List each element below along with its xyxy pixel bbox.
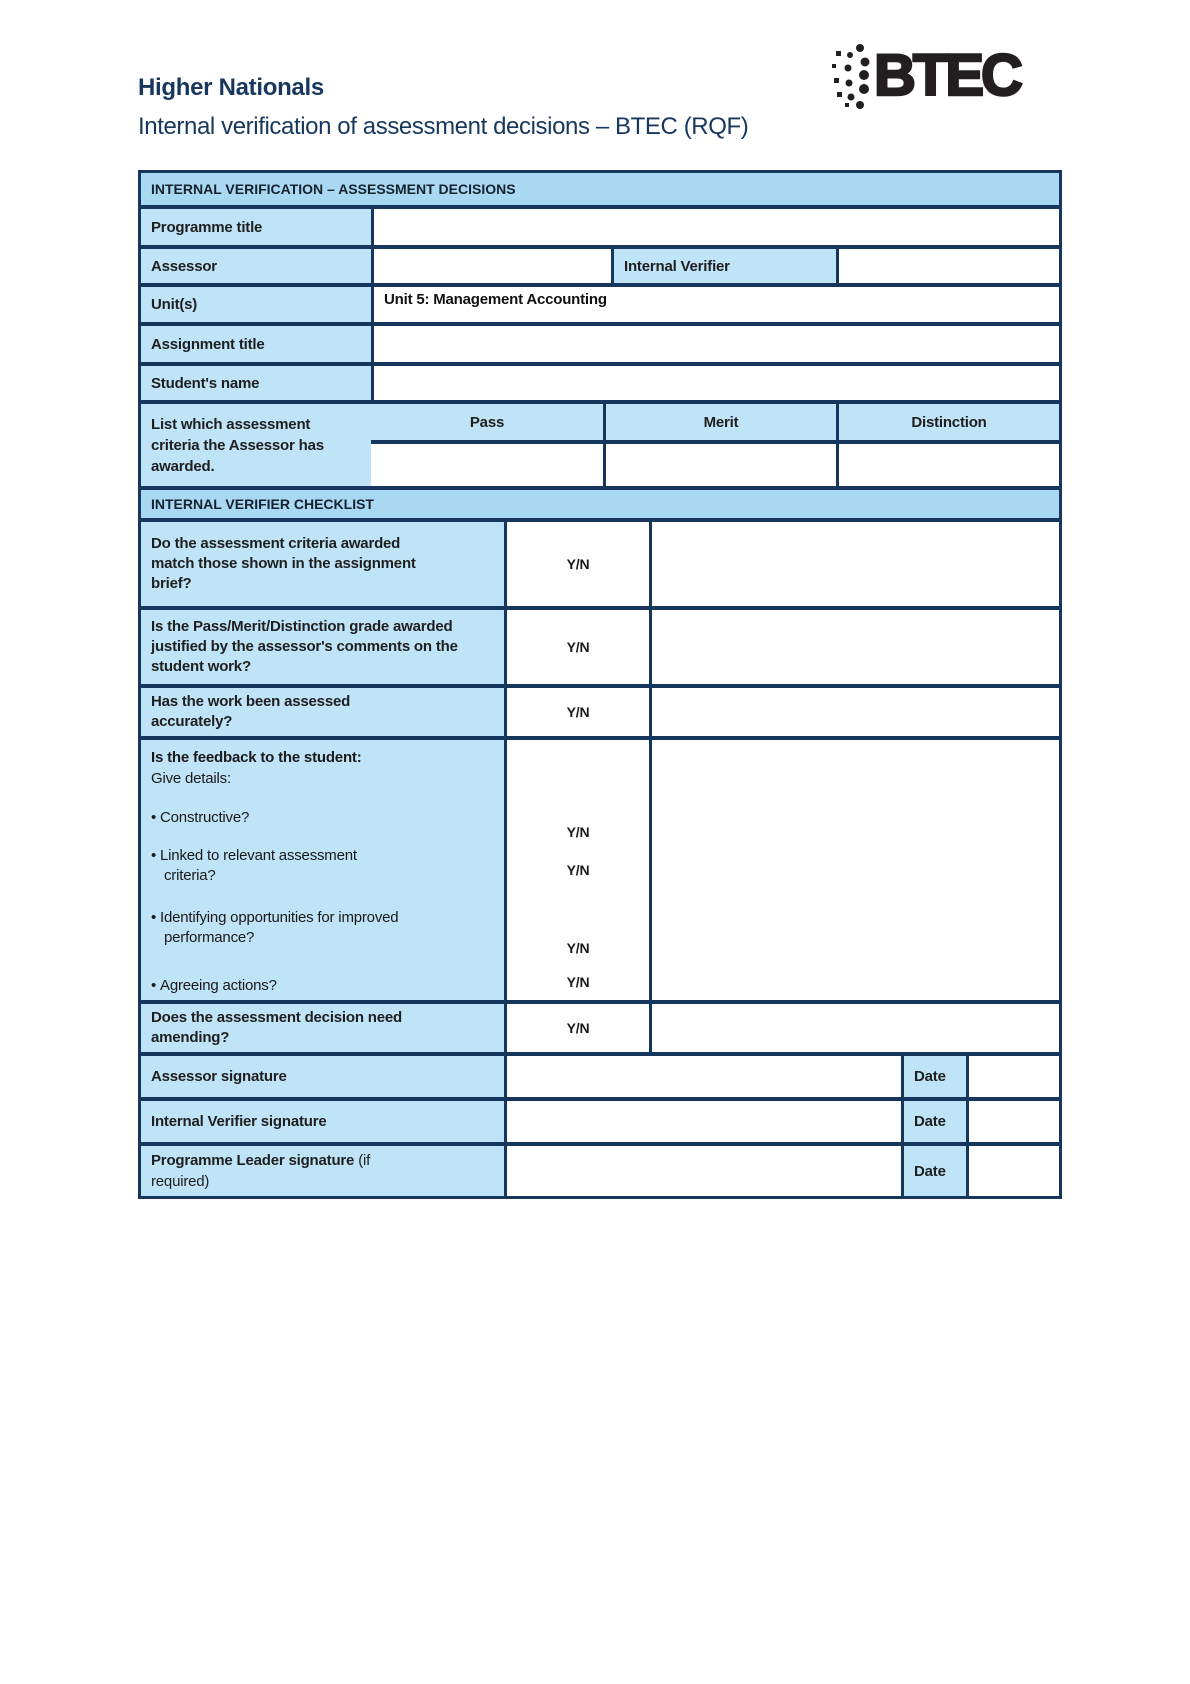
amending-yn-text: Y/N <box>566 1020 590 1036</box>
assessor-signature-row <box>141 1052 1059 1097</box>
iv-signature-label: Internal Verifier signature <box>141 1101 504 1142</box>
checklist-row-assessed-accurately <box>141 684 1059 736</box>
iv-date-field[interactable] <box>966 1101 1059 1142</box>
assessor-signature-field[interactable] <box>504 1056 901 1097</box>
feedback-subheading: Give details: <box>151 770 231 787</box>
q2-label <box>141 610 504 684</box>
grade-input-row <box>371 444 1059 486</box>
feedback-row <box>141 736 1059 1000</box>
programme-title-row <box>141 205 1059 245</box>
assessor-field[interactable] <box>371 249 611 283</box>
internal-verifier-label: Internal Verifier <box>611 249 836 283</box>
distinction-field[interactable] <box>836 444 1059 486</box>
student-name-row <box>141 362 1059 400</box>
merit-column-header: Merit <box>603 404 836 440</box>
checklist-row-grade-justified <box>141 606 1059 684</box>
btec-dots-icon <box>826 40 878 112</box>
programme-leader-signature-field[interactable] <box>504 1146 901 1196</box>
checklist-row-criteria-match <box>141 518 1059 606</box>
programme-leader-date-label: Date <box>901 1146 966 1196</box>
section-verifier-checklist <box>141 486 1059 518</box>
pass-column-header: Pass <box>371 404 603 440</box>
feedback-bullet-agreeing: • Agreeing actions? <box>151 976 277 996</box>
q2-text: Is the Pass/Merit/Distinction grade awarded justified by the assessor's comments on the student work? <box>151 618 458 675</box>
feedback-yn-1: Y/N <box>566 824 590 840</box>
q3-yn-cell[interactable] <box>504 688 649 736</box>
feedback-yn-4: Y/N <box>566 974 590 990</box>
section1-title: INTERNAL VERIFICATION – ASSESSMENT DECISIONS <box>141 173 1059 205</box>
feedback-yn-2: Y/N <box>566 862 590 878</box>
q3-yn-text: Y/N <box>566 704 590 720</box>
student-name-label: Student's name <box>141 366 371 400</box>
feedback-heading: Is the feedback to the student: <box>151 749 362 766</box>
merit-field[interactable] <box>603 444 836 486</box>
assignment-title-field[interactable] <box>371 326 1059 362</box>
btec-logo <box>826 40 1020 112</box>
criteria-awarded-row <box>141 400 1059 486</box>
feedback-yn-3: Y/N <box>566 940 590 956</box>
programme-leader-signature-label <box>141 1146 504 1196</box>
q1-yn-cell[interactable] <box>504 522 649 606</box>
programme-leader-date-field[interactable] <box>966 1146 1059 1196</box>
criteria-awarded-label <box>141 404 371 486</box>
feedback-yn-cell[interactable] <box>504 740 649 1000</box>
q2-yn-text: Y/N <box>566 639 590 655</box>
student-name-field[interactable] <box>371 366 1059 400</box>
assessor-date-field[interactable] <box>966 1056 1059 1097</box>
distinction-column-header: Distinction <box>836 404 1059 440</box>
q2-comments-field[interactable] <box>649 610 1059 684</box>
verification-form-table <box>138 170 1062 1199</box>
units-label: Unit(s) <box>141 287 371 322</box>
q1-label <box>141 522 504 606</box>
q1-text: Do the assessment criteria awarded match those shown in the assignment brief? <box>151 535 416 592</box>
grade-columns-group <box>371 404 1059 486</box>
programme-leader-label-bold: Programme Leader signature <box>151 1152 355 1169</box>
programme-leader-label-wrap <box>151 1150 405 1192</box>
page-subtitle: Internal verification of assessment decisions – BTEC (RQF) <box>138 112 749 140</box>
feedback-comments-field[interactable] <box>649 740 1059 1000</box>
q3-text: Has the work been assessed accurately? <box>151 693 351 730</box>
page-header <box>138 74 748 142</box>
section-assessment-decisions <box>141 173 1059 205</box>
programme-title-label: Programme title <box>141 209 371 245</box>
assignment-title-row <box>141 322 1059 362</box>
iv-signature-field[interactable] <box>504 1101 901 1142</box>
q3-comments-field[interactable] <box>649 688 1059 736</box>
amending-text: Does the assessment decision need amending? <box>151 1009 403 1046</box>
iv-date-label: Date <box>901 1101 966 1142</box>
feedback-bullet-linked: • Linked to relevant assessment criteria? <box>151 846 407 886</box>
criteria-awarded-text: List which assessment criteria the Assessor has awarded. <box>151 415 324 475</box>
section2-title: INTERNAL VERIFIER CHECKLIST <box>141 490 1059 518</box>
q3-label <box>141 688 504 736</box>
grade-header-row <box>371 404 1059 444</box>
q1-yn-text: Y/N <box>566 556 590 572</box>
pass-field[interactable] <box>371 444 603 486</box>
assignment-title-label: Assignment title <box>141 326 371 362</box>
page-title: Higher Nationals <box>138 74 324 101</box>
internal-verifier-field[interactable] <box>836 249 1059 283</box>
assessor-signature-label: Assessor signature <box>141 1056 504 1097</box>
q2-yn-cell[interactable] <box>504 610 649 684</box>
assessor-date-label: Date <box>901 1056 966 1097</box>
iv-signature-row <box>141 1097 1059 1142</box>
programme-leader-label-suffix: (if required) <box>151 1152 371 1190</box>
programme-leader-signature-row <box>141 1142 1059 1196</box>
amending-row <box>141 1000 1059 1052</box>
assessor-row <box>141 245 1059 283</box>
amending-yn-cell[interactable] <box>504 1004 649 1052</box>
feedback-label <box>141 740 504 1000</box>
feedback-bullet-constructive: • Constructive? <box>151 808 249 828</box>
btec-logo-text: BTEC <box>874 43 1020 108</box>
q1-comments-field[interactable] <box>649 522 1059 606</box>
units-field[interactable]: Unit 5: Management Accounting <box>371 287 1059 322</box>
feedback-bullet-identifying: • Identifying opportunities for improved performance? <box>151 908 407 948</box>
assessor-label: Assessor <box>141 249 371 283</box>
units-row <box>141 283 1059 322</box>
amending-comments-field[interactable] <box>649 1004 1059 1052</box>
programme-title-field[interactable] <box>371 209 1059 245</box>
amending-label <box>141 1004 504 1052</box>
